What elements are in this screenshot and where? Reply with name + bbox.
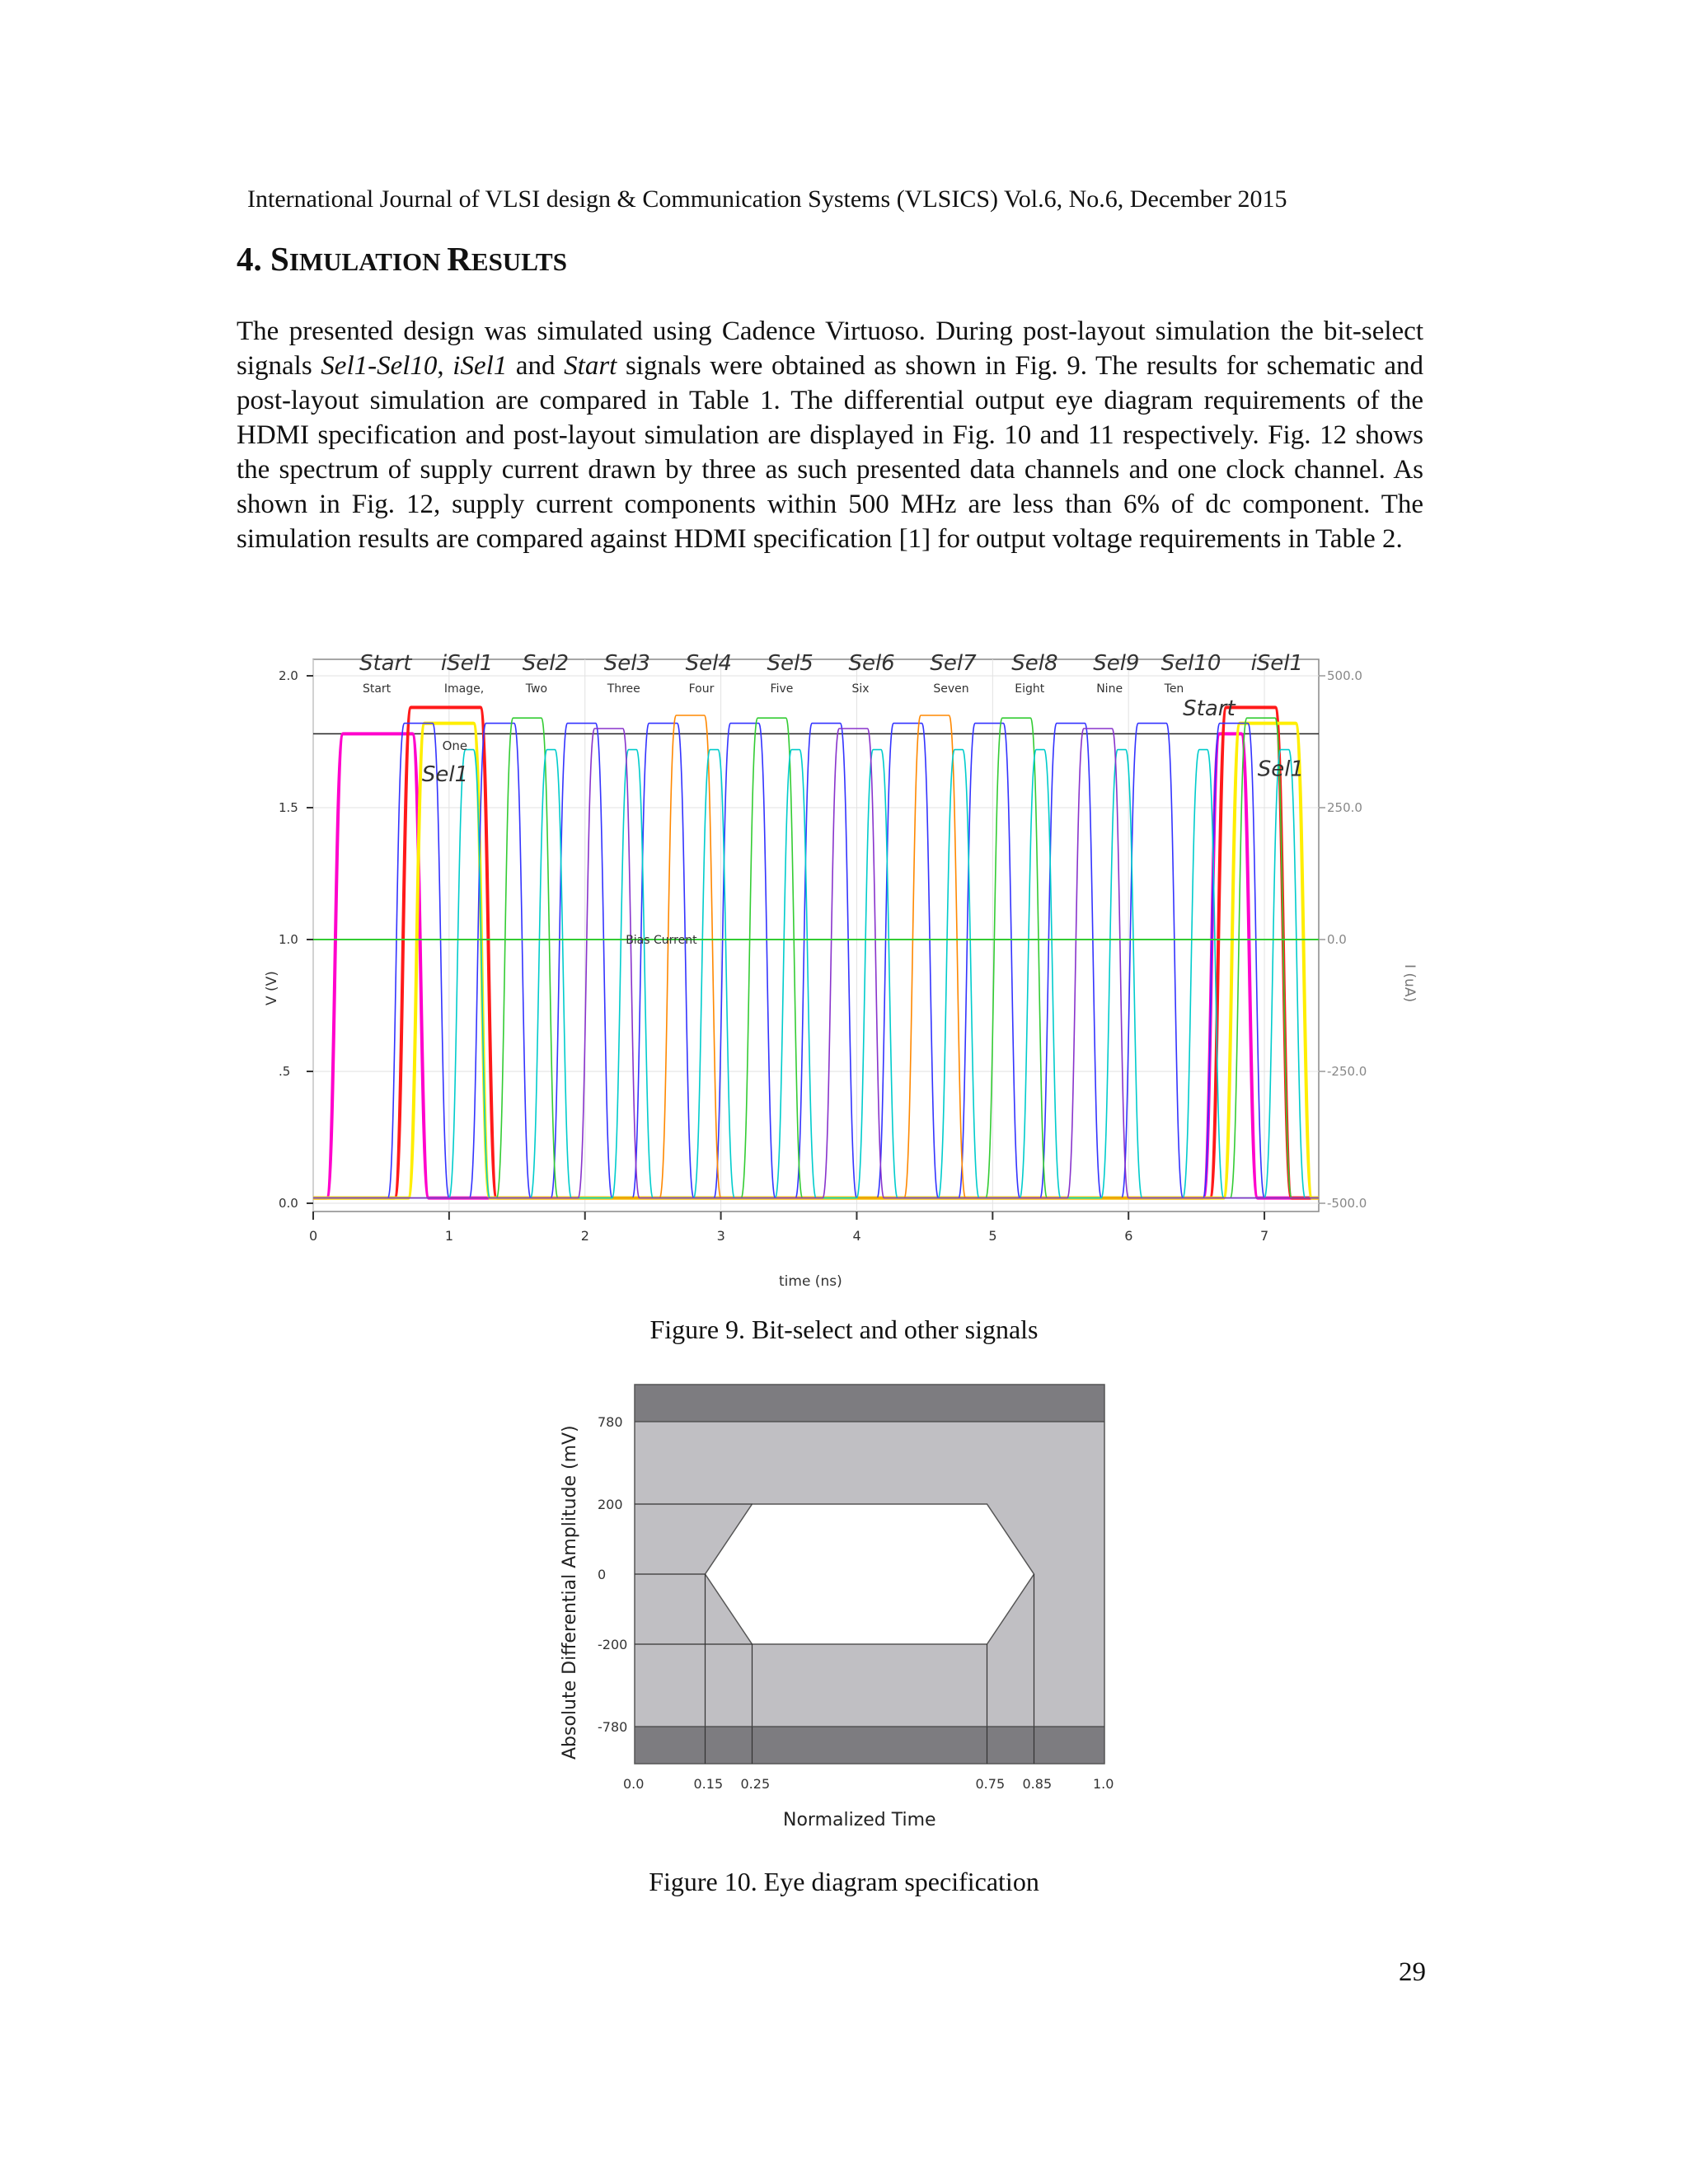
signal-sublabel: Start	[362, 682, 392, 696]
x-axis-label: Normalized Time	[783, 1810, 936, 1830]
x-tick-label: 7	[1260, 1228, 1269, 1244]
signal-label: iSel1	[440, 651, 494, 676]
x-tick-label: 3	[716, 1228, 725, 1244]
signal-label: Start	[359, 651, 412, 676]
x-tick-label: 1.0	[1093, 1776, 1114, 1792]
y2-tick-label: -500.0	[1327, 1196, 1367, 1211]
signal-sublabel: Seven	[933, 682, 969, 696]
signal-label: Sel8	[1011, 651, 1058, 676]
signal-label-start2: Start	[1183, 696, 1236, 721]
eye-opening	[706, 1504, 1034, 1644]
y2-axis-label: I (uA)	[1401, 964, 1418, 1003]
signal-label: Sel6	[848, 651, 895, 676]
signal-sublabel: Six	[851, 682, 870, 696]
y-tick-label: -200	[598, 1637, 628, 1652]
y-tick-label: 1.5	[279, 800, 298, 815]
signal-label-isel1b: iSel1	[1250, 651, 1304, 676]
bias-current-label: Bias Current	[626, 934, 697, 947]
signal-label-sel1b: Sel1	[1257, 757, 1305, 782]
signal-label: Sel10	[1160, 651, 1221, 676]
body-paragraph: The presented design was simulated using Cadence Virtuoso. During post-layout simulation the bit-select signals Sel1-Sel10, iSel1 and Start signals were obtained as shown in Fig. 9. The results for schematic and post-layout simulation are compared in Table 1. The differential output eye diagram requirements of the HDMI specification and post-layout simulation are displayed in Fig. 10 and 11 respectively. Fig. 12 shows the spectrum of supply current drawn by three as such presented data channels and one clock channel. As shown in Fig. 12, supply current components within 500 MHz are less than 6% of dc component. The simulation results are compared against HDMI specification [1] for output voltage requirements in Table 2.	[237, 316, 1424, 554]
x-tick-label: 0.15	[693, 1776, 724, 1792]
x-tick-label: 0	[309, 1228, 318, 1244]
x-tick-label: 0.85	[1022, 1776, 1053, 1792]
signal-sublabel: Nine	[1096, 682, 1123, 696]
signal-label: Sel4	[685, 651, 732, 676]
signal-label-sel1: Sel1	[421, 762, 469, 787]
signal-sublabel: Ten	[1164, 682, 1184, 696]
y-tick-label: .5	[279, 1064, 291, 1079]
y-tick-label: 2.0	[279, 668, 298, 683]
figure-10-eye-chart	[528, 1368, 1121, 1846]
y2-tick-label: 500.0	[1327, 668, 1362, 683]
signal-sublabel: Two	[525, 682, 548, 696]
y-axis-label: Absolute Differential Amplitude (mV)	[560, 1425, 580, 1760]
x-tick-label: 1	[444, 1228, 454, 1244]
signal-label: Sel2	[522, 651, 570, 676]
figure-9-waveform-chart	[256, 635, 1418, 1294]
y-tick-label: 780	[598, 1414, 623, 1430]
x-tick-label: 5	[988, 1228, 997, 1244]
running-header: International Journal of VLSI design & Communication Systems (VLSICS) Vol.6, No.6, December 2015	[247, 185, 1287, 213]
signal-sublabel: Four	[688, 682, 715, 696]
x-tick-label: 0.75	[975, 1776, 1006, 1792]
x-axis-label: time (ns)	[779, 1273, 842, 1290]
y-axis-label: V (V)	[264, 971, 280, 1005]
section-title: 4. SIMULATION RESULTS	[237, 240, 567, 278]
signal-sublabel: Eight	[1015, 682, 1045, 696]
figure-10-caption: Figure 10. Eye diagram specification	[649, 1867, 1039, 1896]
signal-sublabel: Image,	[443, 682, 485, 696]
signal-sublabel: Three	[607, 682, 640, 696]
x-tick-label: 0.25	[740, 1776, 771, 1792]
y-tick-label: 200	[598, 1497, 623, 1512]
x-tick-label: 0.0	[623, 1776, 645, 1792]
signal-label: Sel3	[603, 651, 650, 676]
signal-label: Sel5	[767, 651, 814, 676]
signal-sublabel: Five	[770, 682, 794, 696]
page-number: 29	[1399, 1957, 1426, 1987]
y-tick-label: 0	[598, 1567, 607, 1582]
signal-label: Sel9	[1093, 651, 1140, 676]
y2-tick-label: -250.0	[1327, 1064, 1367, 1079]
signal-label: Sel7	[930, 651, 977, 676]
figure-9-caption: Figure 9. Bit-select and other signals	[649, 1315, 1039, 1344]
y-tick-label: -780	[598, 1719, 628, 1735]
upper-limit-band	[635, 1385, 1104, 1422]
signal-sublabel-one: One	[442, 738, 468, 753]
x-tick-label: 4	[852, 1228, 861, 1244]
y2-tick-label: 0.0	[1327, 932, 1347, 947]
x-tick-label: 2	[580, 1228, 589, 1244]
y-tick-label: 1.0	[279, 932, 298, 947]
x-tick-label: 6	[1124, 1228, 1133, 1244]
y2-tick-label: 250.0	[1327, 800, 1362, 815]
y-tick-label: 0.0	[279, 1196, 298, 1211]
